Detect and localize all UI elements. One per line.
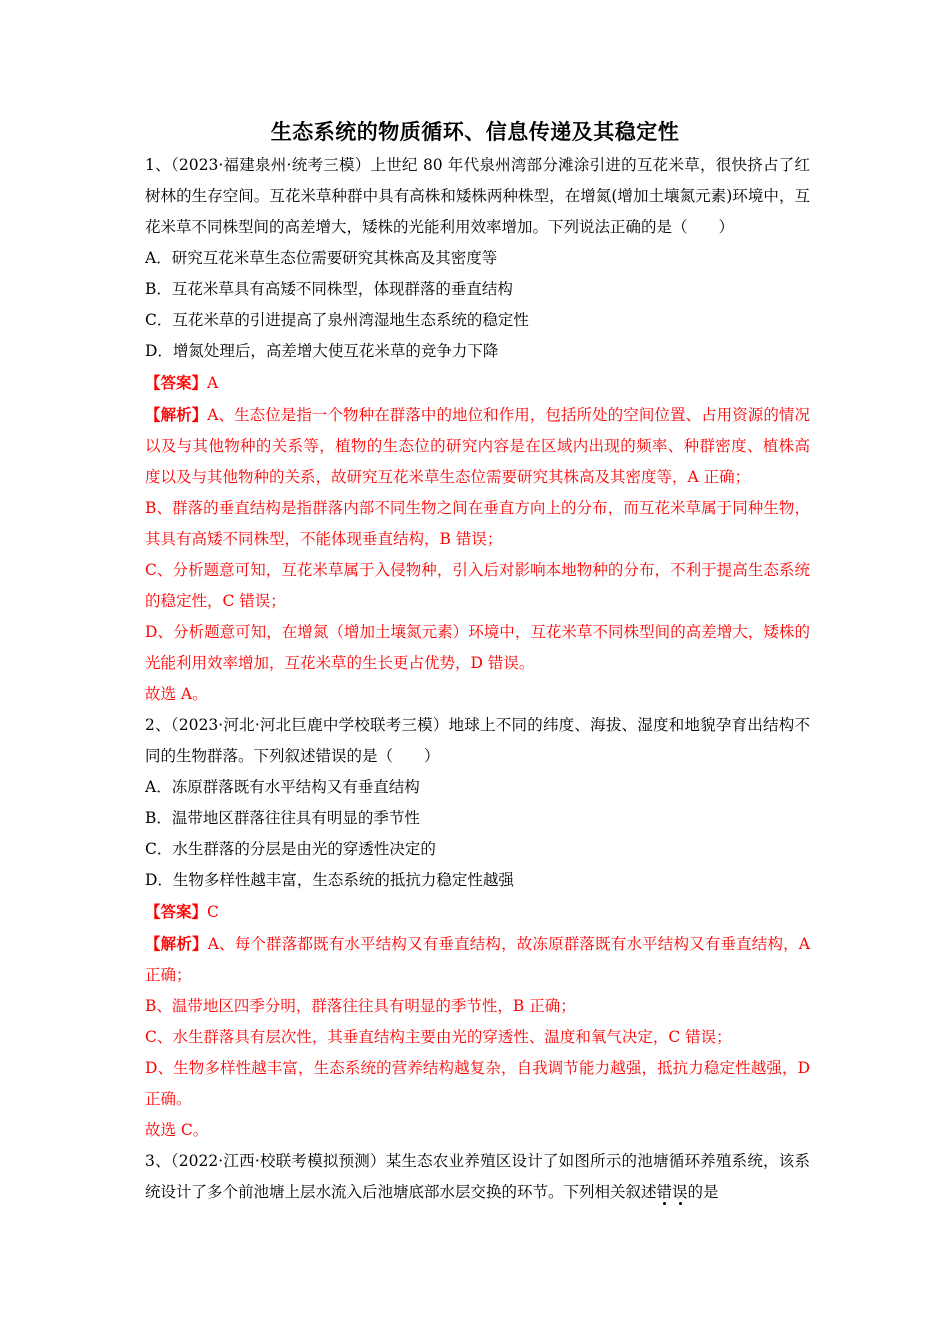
question-1-option-b: B．互花米草具有高矮不同株型，体现群落的垂直结构 (145, 280, 513, 298)
question-2-option-d: D．生物多样性越丰富，生态系统的抵抗力稳定性越强 (145, 871, 514, 889)
question-2-analysis-b: B、温带地区四季分明，群落往往具有明显的季节性，B 正确； (145, 997, 576, 1015)
question-2-option-b: B．温带地区群落往往具有明显的季节性 (145, 809, 420, 827)
question-2-answer: C (207, 903, 219, 921)
answer-tag: 【答案】 (145, 373, 208, 392)
question-1-answer-line (145, 367, 810, 399)
question-1-analysis-line (145, 399, 810, 493)
analysis-tag: 【解析】 (145, 405, 208, 424)
question-2-option-a: A．冻原群落既有水平结构又有垂直结构 (145, 778, 420, 796)
question-3-stem-before: 3、（2022·江西·校联考模拟预测）某生态农业养殖区设计了如图所示的池塘循环养殖系统，该系统设计了多个前池塘上层水流入后池塘底部水层交换的环节。下列相关叙述 (145, 1152, 810, 1201)
emphasis-text (657, 1183, 688, 1201)
question-2-analysis-c: C、水生群落具有层次性，其垂直结构主要由光的穿透性、温度和氧气决定，C 错误； (145, 1028, 732, 1046)
analysis-tag: 【解析】 (145, 934, 208, 953)
question-1-analysis-c: C、分析题意可知，互花米草属于入侵物种，引入后对影响本地物种的分布，不利于提高生态系统的稳定性，C 错误； (145, 561, 810, 610)
emphasis-dot (679, 1202, 682, 1205)
question-1-option-a: A．研究互花米草生态位需要研究其株高及其密度等 (145, 249, 498, 267)
question-2-analysis-a: A、每个群落都既有水平结构又有垂直结构，故冻原群落既有水平结构又有垂直结构，A 正确； (145, 935, 810, 984)
question-2-option-c: C．水生群落的分层是由光的穿透性决定的 (145, 840, 436, 858)
document-content (145, 150, 810, 1208)
question-1-analysis-a: A、生态位是指一个物种在群落中的地位和作用，包括所处的空间位置、占用资源的情况以及与其他物种的关系等，植物的生态位的研究内容是在区域内出现的频率、种群密度、植株高度以及与其他物种的关系，故研究互花米草生态位需要研究其株高及其密度等，A 正确； (145, 406, 810, 486)
emphasis-word: 错误 (656, 1183, 688, 1201)
emphasis-dot (663, 1202, 666, 1205)
question-1-option-d: D．增氮处理后，高差增大使互花米草的竞争力下降 (145, 342, 499, 360)
question-2-analysis-d: D、生物多样性越丰富，生态系统的营养结构越复杂，自我调节能力越强，抵抗力稳定性越强，D 正确。 (145, 1059, 810, 1108)
question-2-answer-line (145, 896, 810, 928)
question-1-option-c: C．互花米草的引进提高了泉州湾湿地生态系统的稳定性 (145, 311, 529, 329)
answer-tag: 【答案】 (145, 902, 208, 921)
question-1-stem: 1、（2023·福建泉州·统考三模）上世纪 80 年代泉州湾部分滩涂引进的互花米草，很快挤占了红树林的生存空间。互花米草种群中具有高株和矮株两种株型，在增氮(增加土壤氮元素)环境中，互花米草不同株型间的高差增大，矮株的光能利用效率增加。下列说法正确的是（ ） (145, 156, 810, 236)
question-1-analysis-d: D、分析题意可知，在增氮（增加土壤氮元素）环境中，互花米草不同株型间的高差增大，矮株的光能利用效率增加，互花米草的生长更占优势，D 错误。 (145, 623, 810, 672)
page-title: 生态系统的物质循环、信息传递及其稳定性 (270, 119, 680, 144)
question-1-analysis-b: B、群落的垂直结构是指群落内部不同生物之间在垂直方向上的分布，而互花米草属于同种生物，其具有高矮不同株型，不能体现垂直结构，B 错误； (145, 499, 810, 548)
question-1-conclusion: 故选 A。 (145, 685, 208, 703)
question-1-answer: A (207, 374, 219, 392)
question-3-stem (145, 1146, 810, 1208)
question-2-conclusion: 故选 C。 (145, 1121, 209, 1139)
question-3-stem-after: 的是 (687, 1183, 719, 1201)
question-2-analysis-line (145, 928, 810, 991)
question-2-stem: 2、（2023·河北·河北巨鹿中学校联考三模）地球上不同的纬度、海拔、湿度和地貌孕育出结构不同的生物群落。下列叙述错误的是（ ） (145, 716, 810, 765)
